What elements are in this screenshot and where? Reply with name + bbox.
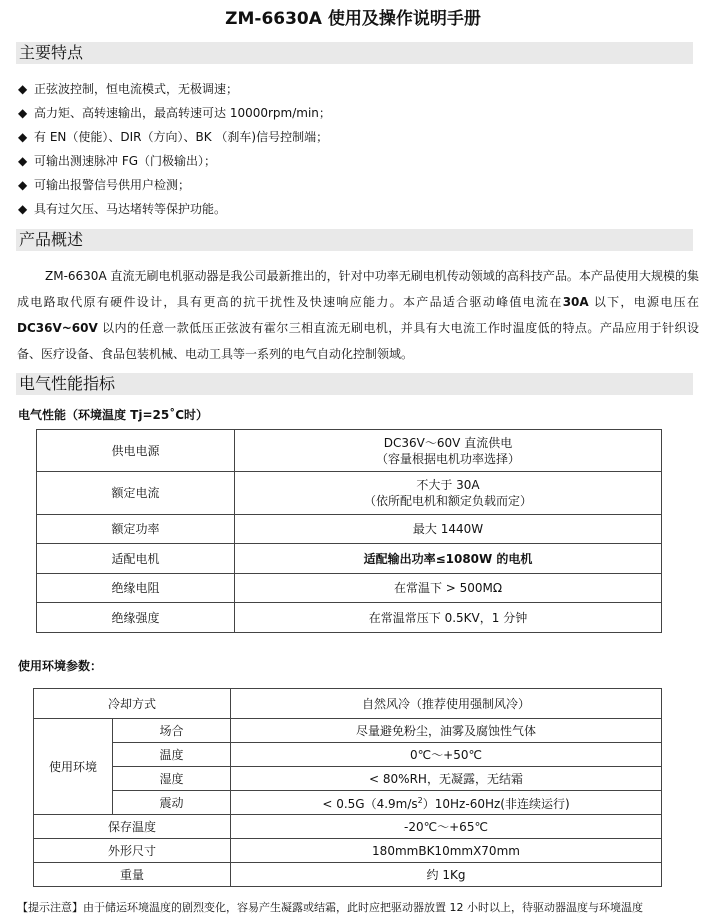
table-cell: 额定功率 xyxy=(37,515,235,544)
table-cell: 保存温度 xyxy=(34,815,231,839)
table-row xyxy=(34,815,662,839)
features-heading: 主要特点 xyxy=(16,42,693,64)
table-row xyxy=(37,574,662,603)
table-cell: 0℃～+50℃ xyxy=(231,743,662,767)
table-cell: 自然风冷（推荐使用强制风冷） xyxy=(231,689,662,719)
bullet-icon: ◆ xyxy=(18,202,28,216)
electrical-table xyxy=(36,429,662,633)
table-row xyxy=(34,719,662,743)
electrical-heading: 电气性能指标 xyxy=(16,373,693,395)
table-cell: 约 1Kg xyxy=(231,863,662,887)
feature-item: ◆ 可输出测速脉冲 FG（门极输出）； xyxy=(18,154,217,168)
warning-note: 【提示注意】由于储运环境温度的剧烈变化，容易产生凝露或结霜，此时应把驱动器放置 12 小时以上，待驱动器温度与环境温度 xyxy=(17,901,643,914)
bullet-icon: ◆ xyxy=(18,130,28,144)
table-cell: 场合 xyxy=(113,719,231,743)
table-cell: < $0.5G(4.9m/s^2)10Hz-60Hz$(非连续运行) xyxy=(231,791,662,815)
feature-item: ◆ 可输出报警信号供用户检测； xyxy=(18,178,191,192)
environment-table xyxy=(33,688,662,887)
table-cell: 额定电流 xyxy=(37,472,235,515)
table-row xyxy=(34,791,662,815)
overview-heading: 产品概述 xyxy=(16,229,693,251)
table-row xyxy=(34,743,662,767)
table-cell: 最大 1440W xyxy=(235,515,662,544)
table-cell: 适配电机 xyxy=(37,544,235,574)
table-row xyxy=(34,863,662,887)
feature-item: ◆ 具有过欠压、马达堵转等保护功能。 xyxy=(18,202,227,216)
table-cell: 绝缘电阻 xyxy=(37,574,235,603)
overview-paragraph: ZM-6630A 直流无刷电机驱动器是我公司最新推出的，针对中功率无刷电机传动领域的高科技产品。本产品使用大规模的集成电路取代原有硬件设计，具有更高的抗干扰性及快速响应能力。本产品适合驱动峰值电流在30A 以下，电源电压在 DC36V~60V 以内的任意一款低压正弦波有霍尔三相直流无刷电机，并具有大电流工作时温度低的特点。产品应用于针织设备、医疗设备、食品包装机械、电动工具等一系列的电气自动化控制领域。 xyxy=(17,269,699,361)
feature-item: ◆ 有 EN（使能）、DIR（方向）、BK （刹车)信号控制端； xyxy=(18,130,329,144)
table-cell: 尽量避免粉尘，油雾及腐蚀性气体 xyxy=(231,719,662,743)
table-cell: 在常温常压下 0.5KV，1 分钟 xyxy=(235,603,662,633)
environment-subheading: 使用环境参数： xyxy=(18,659,103,673)
table-cell: 外形尺寸 xyxy=(34,839,231,863)
table-cell: 180mmBK10mmX70mm xyxy=(231,839,662,863)
bullet-icon: ◆ xyxy=(18,178,28,192)
electrical-subheading: 电气性能（环境温度 Tj=25˚C时） xyxy=(18,408,209,422)
table-row xyxy=(37,544,662,574)
table-cell: < 80%RH，无凝露，无结霜 xyxy=(231,767,662,791)
table-cell: 在常温下 > 500MΩ xyxy=(235,574,662,603)
bullet-icon: ◆ xyxy=(18,82,28,96)
table-row xyxy=(37,472,662,515)
table-row xyxy=(37,430,662,472)
table-row xyxy=(37,515,662,544)
table-cell: 供电电源 xyxy=(37,430,235,472)
table-cell: 震动 xyxy=(113,791,231,815)
table-cell: 重量 xyxy=(34,863,231,887)
table-row xyxy=(34,689,662,719)
table-cell: 绝缘强度 xyxy=(37,603,235,633)
table-cell: -20℃～+65℃ xyxy=(231,815,662,839)
table-cell: 湿度 xyxy=(113,767,231,791)
page-title: ZM-6630A 使用及操作说明手册 xyxy=(225,9,481,29)
table-cell: 温度 xyxy=(113,743,231,767)
table-cell: DC36V～60V 直流供电 （容量根据电机功率选择） xyxy=(235,430,662,472)
bullet-icon: ◆ xyxy=(18,106,28,120)
table-cell: 使用环境 xyxy=(34,719,113,815)
table-cell: 适配输出功率≤1080W 的电机 xyxy=(235,544,662,574)
bullet-icon: ◆ xyxy=(18,154,28,168)
table-row xyxy=(37,603,662,633)
table-row xyxy=(34,839,662,863)
table-row xyxy=(34,767,662,791)
table-cell: 冷却方式 xyxy=(34,689,231,719)
feature-item: ◆ 高力矩、高转速输出，最高转速可达 10000rpm/min； xyxy=(18,106,331,120)
feature-item: ◆ 正弦波控制，恒电流模式，无极调速； xyxy=(18,82,239,96)
table-cell: 不大于 30A （依所配电机和额定负载而定） xyxy=(235,472,662,515)
